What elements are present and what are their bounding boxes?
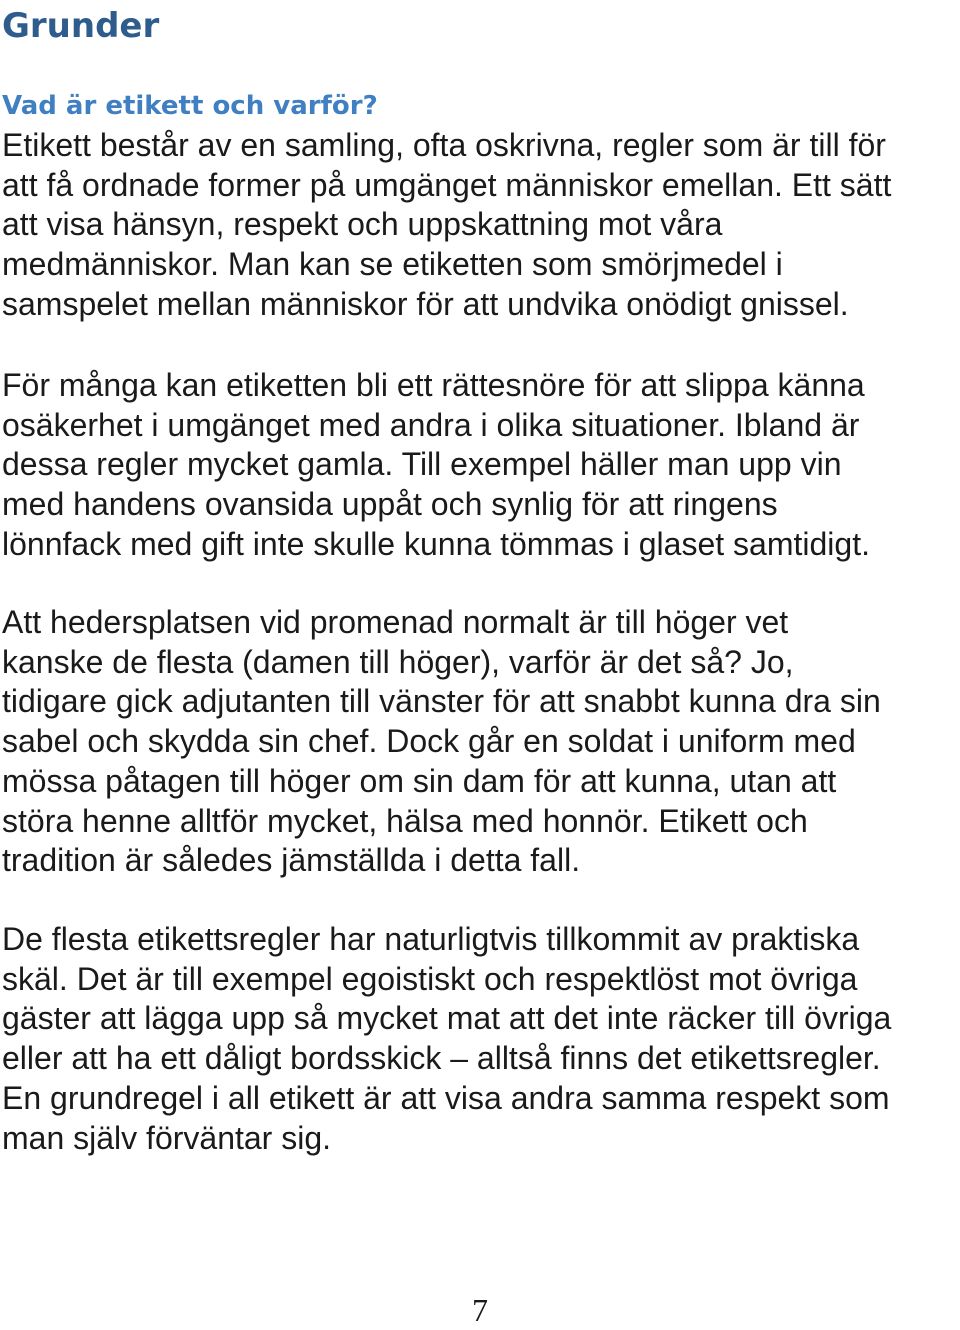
page-title: Grunder <box>2 6 160 46</box>
paragraph-4 <box>2 920 960 1158</box>
text-line: mössa påtagen till höger om sin dam för att kunna, utan att <box>2 762 837 799</box>
text-line: Etikett består av en samling, ofta oskrivna, regler som är till för <box>2 127 886 163</box>
text-line: eller att ha ett dåligt bordsskick – alltså finns det etikettsregler. <box>2 1040 881 1077</box>
text-line: med handens ovansida uppåt och synlig för att ringens <box>2 486 778 523</box>
text-line: osäkerhet i umgänget med andra i olika situationer. Ibland är <box>2 406 860 443</box>
text-line: tradition är således jämställda i detta fall. <box>2 842 581 879</box>
text-line: En grundregel i all etikett är att visa andra samma respekt som <box>2 1079 890 1116</box>
text-line: tidigare gick adjutanten till vänster för att snabbt kunna dra sin <box>2 683 881 720</box>
paragraph-1 <box>2 126 960 325</box>
text-line: De flesta etikettsregler har naturligtvis tillkommit av praktiska <box>2 921 860 957</box>
text-line: sabel och skydda sin chef. Dock går en soldat i uniform med <box>2 723 856 760</box>
text-line: att visa hänsyn, respekt och uppskattning mot våra <box>2 206 723 243</box>
text-line: att få ordnade former på umgänget människor emellan. Ett sätt <box>2 166 892 203</box>
text-line: lönnfack med gift inte skulle kunna tömmas i glaset samtidigt. <box>2 525 870 562</box>
text-line: kanske de flesta (damen till höger), varför är det så? Jo, <box>2 643 794 680</box>
paragraph-3 <box>2 603 960 881</box>
text-line: samspelet mellan människor för att undvika onödigt gnissel. <box>2 285 849 322</box>
text-line: gäster att lägga upp så mycket mat att det inte räcker till övriga <box>2 1000 892 1037</box>
text-line: skäl. Det är till exempel egoistiskt och respektlöst mot övriga <box>2 960 858 997</box>
text-line: störa henne alltför mycket, hälsa med honnör. Etikett och <box>2 802 808 839</box>
text-line: dessa regler mycket gamla. Till exempel häller man upp vin <box>2 446 842 483</box>
text-line: medmänniskor. Man kan se etiketten som smörjmedel i <box>2 246 783 283</box>
page-number: 7 <box>472 1292 488 1328</box>
text-line: Att hedersplatsen vid promenad normalt är till höger vet <box>2 604 789 640</box>
section-heading: Vad är etikett och varför? <box>2 91 378 121</box>
text-line: För många kan etiketten bli ett rättesnöre för att slippa känna <box>2 367 865 403</box>
text-line: man själv förväntar sig. <box>2 1119 332 1156</box>
paragraph-2 <box>2 366 960 565</box>
